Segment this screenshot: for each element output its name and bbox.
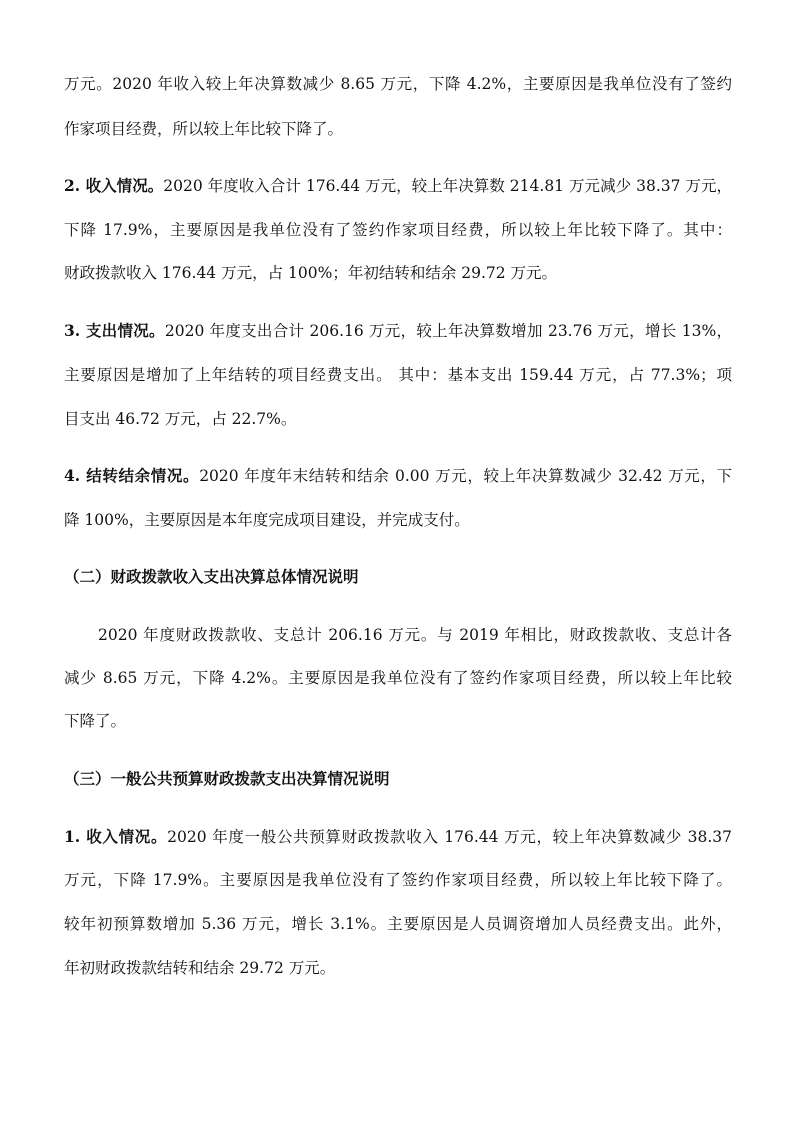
text-line: 年初财政拨款结转和结余 29.72 万元。 (64, 959, 336, 977)
text-line: 2020 年度财政拨款收、支总计 206.16 万元。与 2019 年相比，财政拨款收、支总计各 (98, 626, 732, 644)
text-line: 减少 8.65 万元，下降 4.2%。主要原因是我单位没有了签约作家项目经费，所以较上年比较 (64, 669, 732, 687)
section-heading: （三）一般公共预算财政拨款支出决算情况说明 (64, 769, 390, 788)
text-line: 万元，下降 17.9%。主要原因是我单位没有了签约作家项目经费，所以较上年比较下降了。 (64, 871, 732, 889)
text-line (64, 320, 732, 342)
paragraph-lead: 3. 支出情况。 (64, 321, 165, 340)
text-line (64, 826, 732, 848)
text-line (64, 175, 732, 197)
text-run: 2020 年度年末结转和结余 0.00 万元，较上年决算数减少 32.42 万元，下 (199, 467, 733, 485)
text-line: 较年初预算数增加 5.36 万元，增长 3.1%。主要原因是人员调资增加人员经费支出。此外， (64, 915, 732, 933)
text-line: 目支出 46.72 万元，占 22.7%。 (64, 410, 297, 428)
paragraph-lead: 2. 收入情况。 (64, 176, 164, 195)
paragraph-lead: 1. 收入情况。 (64, 827, 168, 846)
text-run: 2020 年度收入合计 176.44 万元，较上年决算数 214.81 万元减少 38.37 万元， (163, 177, 733, 195)
paragraph-lead: 4. 结转结余情况。 (64, 466, 200, 485)
text-line: 下降了。 (64, 712, 127, 730)
text-line (64, 465, 732, 487)
section-heading: （二）财政拨款收入支出决算总体情况说明 (64, 567, 359, 586)
text-run: 2020 年度支出合计 206.16 万元，较上年决算数增加 23.76 万元，增长 13%， (164, 322, 732, 340)
text-line: 财政拨款收入 176.44 万元，占 100%；年初结转和结余 29.72 万元。 (64, 264, 558, 282)
text-line: 万元。2020 年收入较上年决算数减少 8.65 万元，下降 4.2%，主要原因是我单位没有了签约 (64, 75, 732, 93)
text-line: 作家项目经费，所以较上年比较下降了。 (64, 120, 344, 138)
text-line: 下降 17.9%，主要原因是我单位没有了签约作家项目经费，所以较上年比较下降了。其中： (64, 221, 732, 239)
text-line: 主要原因是增加了上年结转的项目经费支出。 其中：基本支出 159.44 万元，占 77.3%；项 (64, 366, 732, 384)
text-line: 降 100%，主要原因是本年度完成项目建设，并完成支付。 (64, 511, 470, 529)
text-run: 2020 年度一般公共预算财政拨款收入 176.44 万元，较上年决算数减少 38.37 (167, 828, 733, 846)
